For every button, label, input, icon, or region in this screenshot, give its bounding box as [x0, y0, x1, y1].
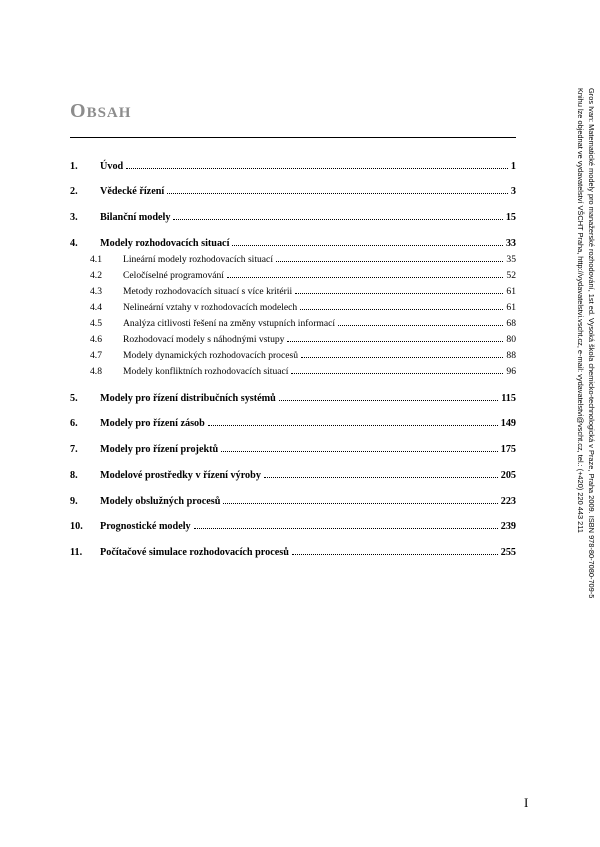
toc-section-4-1[interactable] [70, 254, 516, 265]
toc-title: Modelové prostředky v řízení výroby [100, 470, 261, 481]
toc-section-4-8[interactable] [70, 366, 516, 377]
dot-leader [301, 357, 503, 358]
toc-page: 3 [510, 186, 516, 197]
toc-chapter-5[interactable] [70, 393, 516, 404]
toc-page: 33 [505, 238, 516, 249]
dot-leader [173, 219, 502, 220]
toc-title: Celočíselné programování [123, 270, 224, 281]
toc-number: 4. [70, 238, 78, 249]
toc-number: 6. [70, 418, 78, 429]
toc-page: 175 [500, 444, 516, 455]
toc-number: 5. [70, 393, 78, 404]
toc-number: 4.1 [90, 254, 102, 265]
title-divider [70, 137, 516, 138]
dot-leader [338, 325, 503, 326]
toc-chapter-4[interactable] [70, 238, 516, 249]
toc-number: 4.2 [90, 270, 102, 281]
dot-leader [295, 293, 503, 294]
toc-page: 239 [500, 521, 516, 532]
toc-page: 115 [501, 393, 516, 404]
toc-title: Rozhodovací modely s náhodnými vstupy [123, 334, 285, 345]
toc-section-4-7[interactable] [70, 350, 516, 361]
toc-number: 11. [70, 547, 83, 558]
toc-number: 4.4 [90, 302, 102, 313]
toc-number: 4.7 [90, 350, 102, 361]
side-citation [575, 88, 597, 598]
toc-chapter-8[interactable] [70, 470, 516, 481]
toc-page: 1 [510, 161, 516, 172]
dot-leader [300, 309, 503, 310]
toc-page: 61 [506, 302, 516, 313]
toc-title: Prognostické modely [100, 521, 191, 532]
citation-line-1: Gros Ivan: Matematické modely pro manažerské rozhodování, 1st ed. Vysoká škola chemicko-technologická v Praze, Praha 2009. ISBN 978-80-7080-709-5 [587, 88, 596, 599]
toc-chapter-3[interactable] [70, 212, 516, 223]
toc-number: 4.3 [90, 286, 102, 297]
toc-title: Lineární modely rozhodovacích situací [123, 254, 273, 265]
toc-chapter-7[interactable] [70, 444, 516, 455]
toc-page: 52 [506, 270, 516, 281]
toc-page: 96 [506, 366, 516, 377]
dot-leader [194, 528, 498, 529]
toc-number: 8. [70, 470, 78, 481]
toc-number: 4.8 [90, 366, 102, 377]
title-initial: O [70, 100, 87, 122]
toc-number: 3. [70, 212, 78, 223]
page-title [70, 100, 131, 123]
toc-page: 35 [506, 254, 516, 265]
toc-title: Modely konfliktních rozhodovacích situací [123, 366, 289, 377]
toc-title: Vědecké řízení [100, 186, 165, 197]
toc-title: Bilanční modely [100, 212, 171, 223]
dot-leader [264, 477, 498, 478]
toc-title: Modely pro řízení zásob [100, 418, 205, 429]
toc-page: 223 [500, 496, 516, 507]
toc-title: Modely dynamických rozhodovacích procesů [123, 350, 299, 361]
toc-title: Modely pro řízení distribučních systémů [100, 393, 276, 404]
toc-number: 4.5 [90, 318, 102, 329]
toc-chapter-11[interactable] [70, 547, 516, 558]
toc-number: 4.6 [90, 334, 102, 345]
toc-number: 10. [70, 521, 83, 532]
dot-leader [287, 341, 503, 342]
toc-page: 80 [506, 334, 516, 345]
dot-leader [223, 503, 497, 504]
page-number: I [524, 795, 529, 810]
toc-page: 149 [500, 418, 516, 429]
dot-leader [221, 451, 498, 452]
toc-title: Metody rozhodovacích situací s více kritérii [123, 286, 293, 297]
dot-leader [276, 261, 503, 262]
toc-number: 9. [70, 496, 78, 507]
toc-section-4-2[interactable] [70, 270, 516, 281]
toc-page: 68 [506, 318, 516, 329]
toc-section-4-5[interactable] [70, 318, 516, 329]
toc-page: 255 [500, 547, 516, 558]
toc-chapter-2[interactable] [70, 186, 516, 197]
dot-leader [232, 245, 502, 246]
toc-page: 205 [500, 470, 516, 481]
toc-number: 7. [70, 444, 78, 455]
dot-leader [167, 193, 508, 194]
toc-chapter-10[interactable] [70, 521, 516, 532]
toc-section-4-4[interactable] [70, 302, 516, 313]
toc-chapter-6[interactable] [70, 418, 516, 429]
toc-title: Nelineární vztahy v rozhodovacích modelech [123, 302, 298, 313]
toc-section-4-3[interactable] [70, 286, 516, 297]
toc-title: Modely rozhodovacích situací [100, 238, 230, 249]
toc-chapter-1[interactable] [70, 161, 516, 172]
dot-leader [279, 400, 498, 401]
toc-chapter-9[interactable] [70, 496, 516, 507]
toc-page: 88 [506, 350, 516, 361]
toc-title: Analýza citlivosti řešení na změny vstupních informací [123, 318, 336, 329]
toc-title: Modely obslužných procesů [100, 496, 221, 507]
dot-leader [227, 277, 503, 278]
toc-page: 15 [505, 212, 516, 223]
dot-leader [292, 554, 498, 555]
dot-leader [208, 425, 498, 426]
toc-page: 61 [506, 286, 516, 297]
toc-section-4-6[interactable] [70, 334, 516, 345]
dot-leader [126, 168, 508, 169]
toc-title: Počítačové simulace rozhodovacích procesů [100, 547, 289, 558]
toc-title: Modely pro řízení projektů [100, 444, 219, 455]
toc-title: Úvod [100, 161, 124, 172]
toc-number: 2. [70, 186, 78, 197]
title-rest: BSAH [86, 105, 132, 121]
toc-number: 1. [70, 161, 78, 172]
dot-leader [291, 373, 503, 374]
citation-line-2: Knihu lze objednat ve vydavatelství VŠCHT Praha, http://vydavatelstvi.vscht.cz, e-mail: vydavatelstvi@vscht.cz, tel.: (+420) 220 443 211 [576, 88, 585, 533]
